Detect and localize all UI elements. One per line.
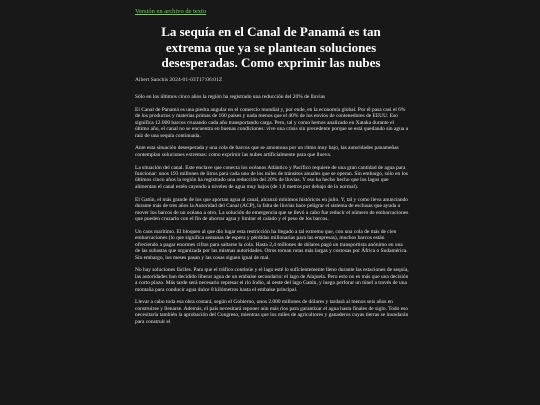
article-title: La sequía en el Canal de Panamá es tan extrema que ya se plantean soluciones desesperadas. Como exprimir las nubes xyxy=(161,24,381,70)
article-body xyxy=(135,94,409,332)
article-byline: Albert Sanchis 2024-01-03T17:06:01Z xyxy=(135,77,223,83)
article-paragraph: Llevar a cabo toda esa obra costará, según el Gobierno, unos 2.000 millones de dólares y tardará al menos seis años en construirse y llenarse. Además, el país necesitará reponer aún más ríos para garantizar el agua hasta finales de siglo. Todo eso necesitaría también la aprobación del Congreso, mientras que los miles de agricultores y ganaderos cuyas tierras se inundarán para construir el xyxy=(135,299,409,325)
article-paragraph: El Canal de Panamá es una piedra angular en el comercio mundial y, por ende, en la economía global. Por él pasa casi el 6% de los productos y materias primas de 160 países y nada menos que el 40% de los envíos de contenedores de EEUU. Eso significa 12.000 barcos cruzando cada año transportando carga. Pero, tal y como hemos analizado en Xataka durante el último año, el canal no se encuentra en buenas condiciones: vive una crisis sin precedente porque se está quedando sin agua a raíz de una sequía continuada. xyxy=(135,106,408,139)
text-version-link[interactable]: Versión en archivo de texto xyxy=(135,8,207,15)
article-paragraph: La situación del canal. Este enclave que conecta los océanos Atlántico y Pacífico requiere de una gran cantidad de agua para funcionar: unos 193 millones de litros para cada uno de los miles de tránsitos anuales que se operan. Sin embargo, sólo en los últimos cinco años la región ha registrado una reducción del 20% de lluvias. Y eso ha hecho hecho que los lagos que alimentan el canal estén cayendo a niveles de agua muy bajos (de 1,8 metros por debajo de lo normal). xyxy=(135,164,408,190)
article-paragraph: Ante esta situación desesperada y una cola de barcos que se amontona por un ritmo muy bajo, las autoridades panameñas contemplan soluciones extremas: como exprimir las nubes artificialmente para que llueva. xyxy=(135,145,399,158)
article-paragraph-subtitle: Sólo en los últimos cinco años la región ha registrado una reducción del 20% de lluvias xyxy=(135,94,326,100)
article-paragraph: No hay soluciones fáciles. Para que el tráfico continúe y el lago esté lo suficientemente lleno durante las estaciones de sequía, las autoridades han decidido liberar agua de un embalse secundario: el lago de Alajuela. Pero esto no es más que una decisión a corto plazo. Más tarde será necesario represar el río Indio, al oeste del lago Gatún, y luego perforar un túnel a través de una montaña para conducir agua dulce 8 kilómetros hasta el embalse principal. xyxy=(135,267,409,293)
article-paragraph: El Gatún, el más grande de los que aportan agua al canal, alcanzó mínimos históricos en julio. Y, tal y como lleva anunciando durante más de tres años la Autoridad del Canal (ACP), la falta de lluvias hace peligrar el sistema de esclusas que ayuda a mover los barcos de un océano a otro. La solución de emergencia que se llevó a cabo fue reducir el número de embarcaciones que pueden cruzarlo con el fin de ahorrar agua y limitar el calado y el peso de los barcos. xyxy=(135,196,409,222)
article-paragraph: Un caos marítimo. El bloqueo al que dio lugar esta restricción ha llegado a tal extremo que, con una cola de más de cien embarcaciones (lo que significa semanas de espera y pérdidas millonarias para las empresas), muchos barcos están ofreciendo a pagar enormes cifras para saltarse la cola. Hasta 2,4 millones de dólares pagó un transportista anónimo en una de las subastas que organizada por las mismas autoridades. Otros toman rutas más largas y costosas por África o Sudamérica. Sin embargo, los meses pasan y las cosas siguen igual de mal. xyxy=(135,228,408,261)
